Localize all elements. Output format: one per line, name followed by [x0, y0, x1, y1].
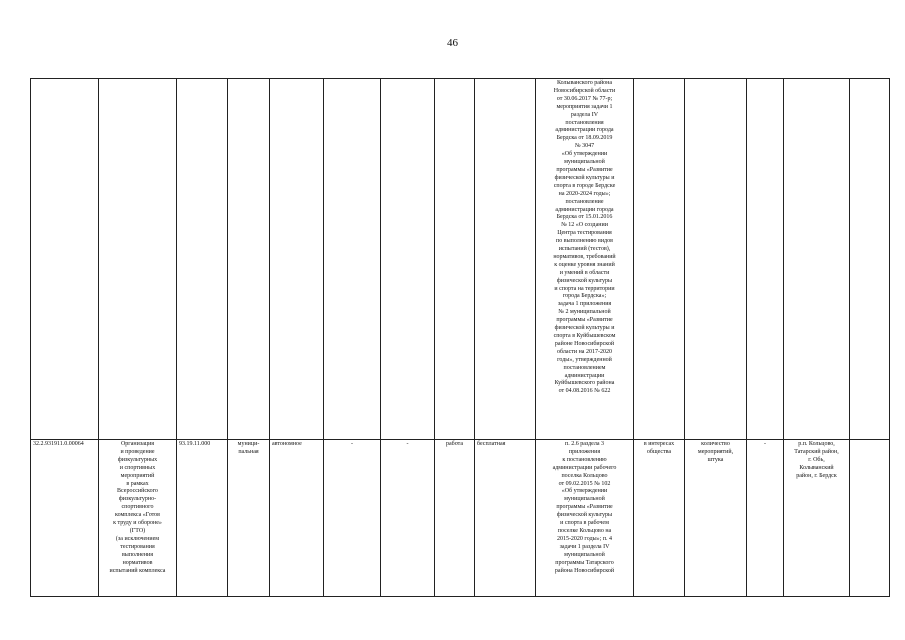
- cell-indicator: количество мероприятий, штука: [685, 440, 747, 597]
- cell-empty: [850, 440, 890, 597]
- cell-name: Организация и проведение физкультурных и спортивных мероприятий в рамках Всероссийского физкультурно- спортивного комплекса «Готов к труду и обороне» (ГТО) (за исключением тестирования выполнения нормативов испытаний комплекса: [99, 440, 177, 597]
- cell-dash: -: [747, 440, 784, 597]
- cell-kind: [435, 79, 475, 440]
- cell-indicator: [685, 79, 747, 440]
- cell-code: 32.2.931911.0.00064: [31, 440, 99, 597]
- cell-interest: в интересах общества: [634, 440, 685, 597]
- cell-kind: работа: [435, 440, 475, 597]
- cell-dash: -: [381, 440, 435, 597]
- page-number: 46: [447, 37, 458, 49]
- cell-code: [31, 79, 99, 440]
- cell-empty: [381, 79, 435, 440]
- cell-interest: [634, 79, 685, 440]
- cell-empty: [850, 79, 890, 440]
- cell-institution-type: [270, 79, 324, 440]
- cell-empty: [324, 79, 381, 440]
- cell-level: [228, 79, 270, 440]
- cell-institution-type: автономное: [270, 440, 324, 597]
- services-register-table: [30, 78, 890, 597]
- table-row: [31, 440, 890, 597]
- cell-payment: [475, 79, 536, 440]
- cell-level: муници- пальная: [228, 440, 270, 597]
- cell-territory: [784, 79, 850, 440]
- cell-empty: [747, 79, 784, 440]
- cell-territory: р.п. Кольцово, Татарский район, г. Обь, Колыванский район, г. Бердск: [784, 440, 850, 597]
- table-row: [31, 79, 890, 440]
- cell-dash: -: [324, 440, 381, 597]
- cell-legal-basis: Колыванского района Новосибирской области от 30.06.2017 № 77-р; мероприятия задачи 1 раздела IV постановления администрации города Бердска от 18.09.2019 № 3047 «Об утверждении муниципальной программы «Развитие физической культуры и спорта в городе Бердске на 2020-2024 годы»; постановление администрации города Бердска от 15.01.2016 № 12 «О создании Центра тестирования по выполнению видов испытаний (тестов), нормативов, требований к оценке уровня знаний и умений в области физической культуры и спорта на территории города Бердска»; задача 1 приложения № 2 муниципальной программы «Развитие физической культуры и спорта в Куйбышевском районе Новосибирской области на 2017-2020 годы», утвержденной постановлением администрации Куйбышевского района от 04.08.2016 № 622: [536, 79, 634, 440]
- cell-name: [99, 79, 177, 440]
- cell-legal-basis: п. 2.6 раздела 3 приложения к постановлению администрации рабочего поселка Кольцово от 09.02.2015 № 102 «Об утверждении муниципальной программы «Развитие физической культуры и спорта в рабочем поселке Кольцово на 2015-2020 годы»; п. 4 задачи 1 раздела IV муниципальной программы Татарского района Новосибирской: [536, 440, 634, 597]
- cell-okved: 93.19.11.000: [177, 440, 228, 597]
- cell-payment: бесплатная: [475, 440, 536, 597]
- cell-okved: [177, 79, 228, 440]
